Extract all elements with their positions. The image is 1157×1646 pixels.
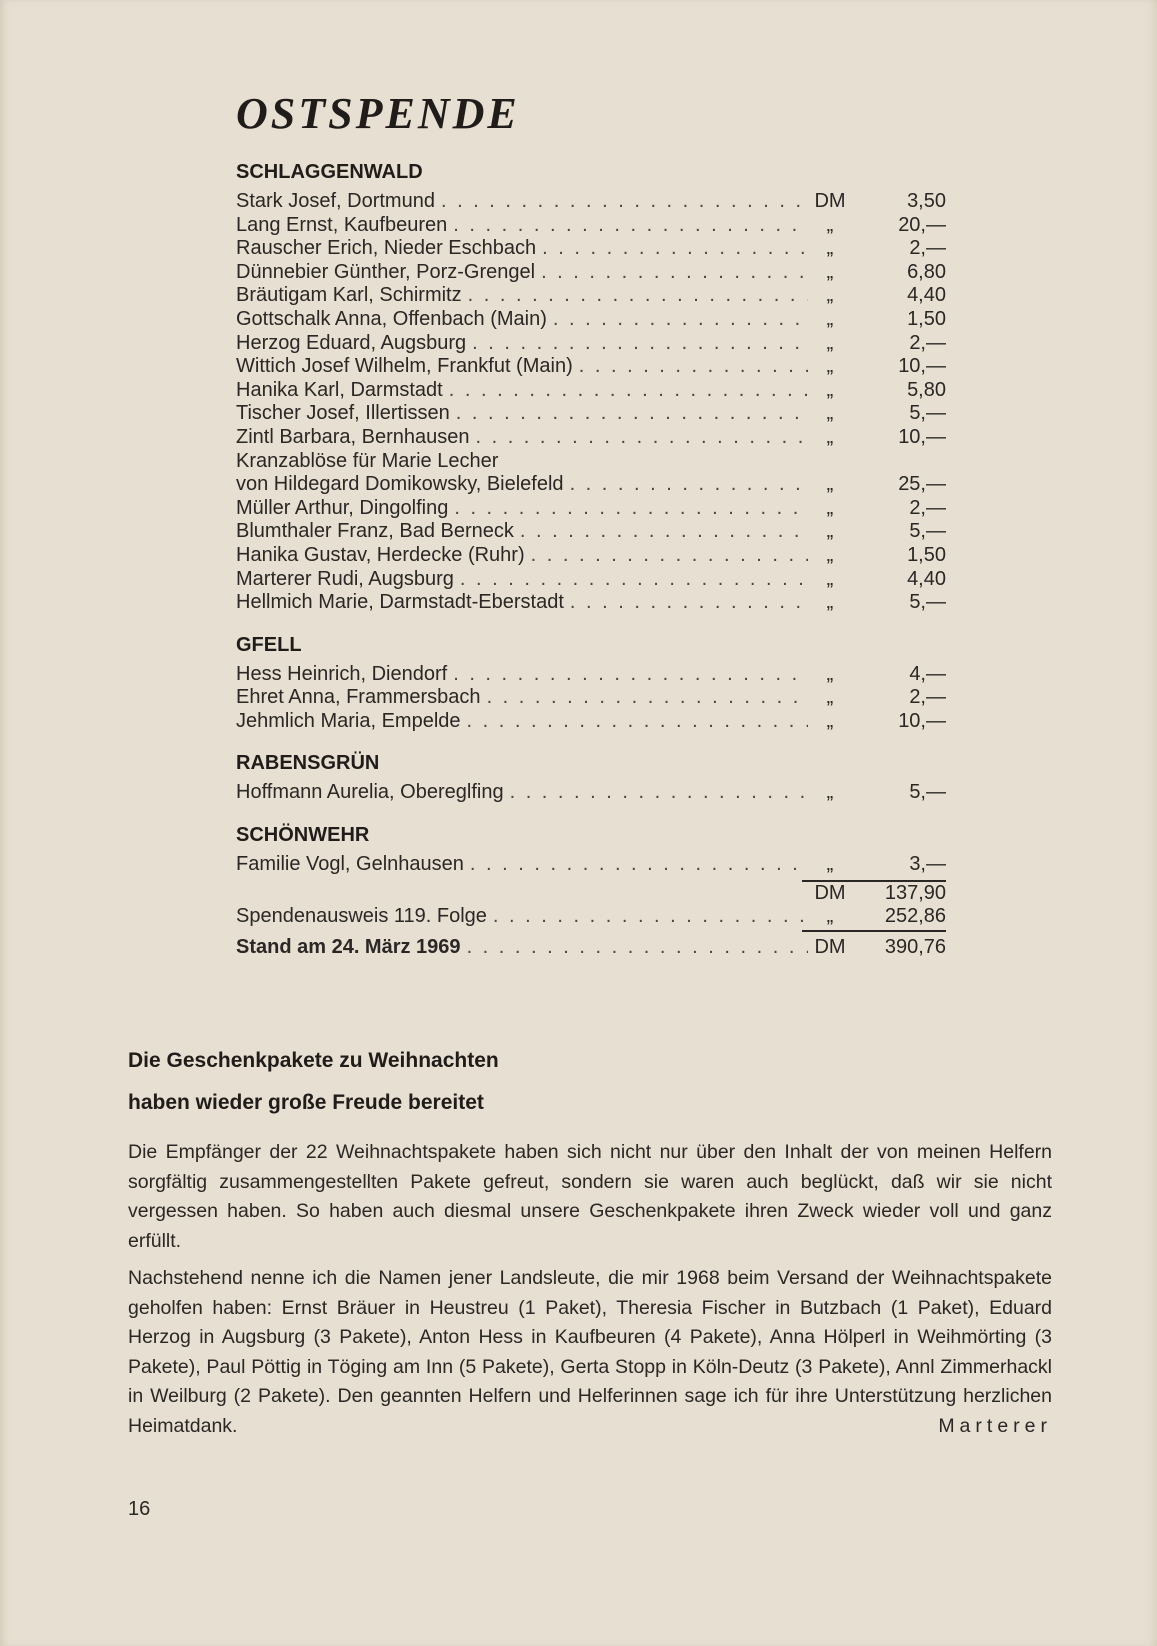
donation-row [236, 261, 946, 285]
donor-name: Bräutigam Karl, Schirmitz [236, 284, 462, 307]
donation-currency: „ [826, 709, 834, 732]
article-paragraph-2-text: Nachstehend nenne ich die Namen jener Landsleute, die mir 1968 beim Versand der Weihnachtspakete geholfen haben: Ernst Bräuer in Heustreu (1 Paket), Theresia Fischer in Butzbach (1 Paket), Eduard Herzog in Augsburg (3 Pakete), Anton Hess in Kaufbeuren (4 Pakete), Anna Hölperl in Weihmörting (3 Pakete), Paul Pöttig in Töging am Inn (5 Pakete), Gerta Stopp in Köln-Deutz (3 Pakete), Annl Zimmerhackl in Weilburg (2 Pakete). Den geannten Helfern und Helferinnen sage ich für ihre Unterstützung herzlichen Heimatdank. [128, 1267, 1052, 1437]
donation-currency: „ [826, 853, 834, 876]
donation-row [236, 591, 946, 615]
previous-total-label: Spendenausweis 119. Folge [236, 905, 487, 928]
leader-dots [461, 710, 808, 734]
section-heading: GFELL [236, 633, 302, 656]
donation-amount: 20,— [898, 213, 946, 236]
donor-name: Zintl Barbara, Bernhausen [236, 425, 470, 448]
donation-amount: 4,— [909, 662, 946, 685]
subtotal-amount: 137,90 [884, 881, 946, 904]
leader-dots [487, 905, 808, 929]
leader-dots [514, 520, 808, 544]
page-number: 16 [128, 1498, 151, 1520]
leader-dots [454, 568, 808, 592]
donor-name: Marterer Rudi, Augsburg [236, 567, 454, 590]
donation-amount: 10,— [898, 709, 946, 732]
donation-row [236, 190, 946, 214]
grand-total-rule [802, 930, 946, 932]
donation-row [236, 426, 946, 450]
leader-dots [448, 497, 808, 521]
donation-row [236, 568, 946, 592]
donation-amount: 4,40 [907, 284, 946, 307]
leader-dots [564, 591, 808, 615]
donor-name: Lang Ernst, Kaufbeuren [236, 213, 448, 236]
donation-row [236, 402, 946, 426]
donation-currency: „ [826, 496, 834, 519]
leader-dots [547, 308, 808, 332]
donation-amount: 3,50 [907, 190, 946, 212]
grand-total-row [236, 936, 946, 960]
leader-dots [481, 686, 808, 710]
donor-name: Familie Vogl, Gelnhausen [236, 853, 464, 876]
donation-amount: 2,— [909, 331, 946, 354]
grand-total-amount: 390,76 [884, 935, 946, 958]
leader-dots [464, 853, 808, 877]
grand-total-label: Stand am 24. März 1969 [236, 935, 461, 958]
donation-row [236, 237, 946, 261]
article [128, 1040, 1052, 1441]
section-heading: SCHÖNWEHR [236, 824, 370, 847]
leader-dots [525, 544, 808, 568]
leader-dots [443, 379, 808, 403]
donor-name: Hanika Gustav, Herdecke (Ruhr) [236, 543, 525, 566]
leader-dots [469, 426, 808, 450]
donation-currency: „ [826, 402, 834, 425]
donation-amount: 5,— [909, 520, 946, 543]
donation-row [236, 710, 946, 734]
donation-currency: „ [826, 473, 834, 496]
leader-dots [450, 402, 808, 426]
previous-total-row [236, 905, 946, 929]
donation-currency: „ [826, 520, 834, 543]
donation-currency: „ [826, 284, 834, 307]
donor-name: Jehmlich Maria, Empelde [236, 709, 461, 732]
donation-row [236, 473, 946, 497]
donation-currency: „ [826, 237, 834, 260]
section-heading: SCHLAGGENWALD [236, 161, 423, 183]
grand-total-currency: DM [814, 935, 846, 958]
donation-sections [236, 160, 946, 877]
donation-amount: 2,— [909, 237, 946, 260]
donor-name: Hellmich Marie, Darmstadt-Eberstadt [236, 591, 564, 614]
donation-currency: „ [826, 686, 834, 709]
leader-dots [573, 355, 808, 379]
donation-row [236, 332, 946, 356]
donor-name: Gottschalk Anna, Offenbach (Main) [236, 307, 547, 330]
donation-amount: 3,— [909, 853, 946, 876]
donation-row [236, 379, 946, 403]
donation-row [236, 686, 946, 710]
donation-currency: „ [826, 307, 834, 330]
donation-amount: 5,— [909, 402, 946, 425]
donation-list [236, 160, 946, 959]
article-paragraph-1: Die Empfänger der 22 Weihnachtspakete haben sich nicht nur über den Inhalt der von meinen Helfern sorgfältig zusammengestellten Pakete gefreut, sondern sie waren auch beglückt, daß wir sie nicht vergessen haben. So haben auch diesmal unsere Geschenkpakete ihren Zweck wieder voll und ganz erfüllt. [128, 1141, 1052, 1252]
donor-name: Stark Josef, Dortmund [236, 190, 435, 212]
donation-amount: 5,— [909, 591, 946, 614]
donor-name: Herzog Eduard, Augsburg [236, 331, 467, 354]
donation-currency: „ [826, 781, 834, 804]
donation-row [236, 544, 946, 568]
article-title-line-2: haben wieder große Freude bereitet [128, 1091, 484, 1114]
donation-row [236, 663, 946, 687]
previous-total-currency: „ [826, 905, 834, 928]
donor-name: Rauscher Erich, Nieder Eschbach [236, 237, 537, 260]
section-heading: RABENSGRÜN [236, 752, 380, 775]
donor-name: Ehret Anna, Frammersbach [236, 686, 481, 709]
previous-total-amount: 252,86 [884, 905, 946, 928]
donation-currency: „ [826, 378, 834, 401]
donation-currency: „ [826, 425, 834, 448]
donation-amount: 2,— [909, 686, 946, 709]
donor-name: Hess Heinrich, Diendorf [236, 662, 448, 685]
donor-name: Hanika Karl, Darmstadt [236, 378, 443, 401]
donation-currency: „ [826, 567, 834, 590]
donation-amount: 1,50 [907, 543, 946, 566]
donation-row [236, 781, 946, 805]
leader-dots [447, 214, 808, 238]
donation-row [236, 853, 946, 877]
section-gap [236, 733, 946, 751]
donation-currency: „ [826, 355, 834, 378]
section-gap [236, 805, 946, 823]
leader-dots [504, 781, 808, 805]
donor-name: von Hildegard Domikowsky, Bielefeld [236, 473, 564, 496]
donor-name: Wittich Josef Wilhelm, Frankfut (Main) [236, 355, 573, 378]
donation-amount: 25,— [898, 473, 946, 496]
page-title: OSTSPENDE [236, 89, 520, 138]
donation-row [236, 355, 946, 379]
donation-row [236, 450, 946, 474]
leader-dots [462, 284, 808, 308]
donation-row [236, 308, 946, 332]
donation-row [236, 214, 946, 238]
subtotal-currency: DM [814, 881, 846, 904]
donation-currency: „ [826, 591, 834, 614]
donation-amount: 2,— [909, 496, 946, 519]
donation-amount: 4,40 [907, 567, 946, 590]
donor-name: Tischer Josef, Illertissen [236, 402, 450, 425]
donation-row [236, 497, 946, 521]
leader-dots [466, 332, 808, 356]
donor-name: Müller Arthur, Dingolfing [236, 496, 449, 519]
leader-dots [435, 190, 808, 214]
donation-currency: „ [826, 543, 834, 566]
donor-name: Dünnebier Günther, Porz-Grengel [236, 260, 536, 283]
leader-dots [536, 237, 808, 261]
leader-dots [564, 473, 808, 497]
article-paragraph-2 [128, 1264, 1052, 1441]
leader-dots [447, 663, 808, 687]
leader-dots [535, 261, 808, 285]
subtotal-row [236, 882, 946, 906]
donation-amount: 5,80 [907, 378, 946, 401]
article-title-line-1: Die Geschenkpakete zu Weihnachten [128, 1049, 499, 1072]
donation-row [236, 520, 946, 544]
donation-amount: 6,80 [907, 260, 946, 283]
donation-row [236, 284, 946, 308]
donation-currency: „ [826, 213, 834, 236]
section-gap [236, 615, 946, 633]
donor-name: Blumthaler Franz, Bad Berneck [236, 520, 514, 543]
donation-amount: 10,— [898, 355, 946, 378]
leader-dots [461, 936, 808, 960]
donor-name: Hoffmann Aurelia, Obereglfing [236, 781, 504, 804]
donation-currency: „ [826, 662, 834, 685]
article-signature: Marterer [938, 1414, 1052, 1437]
donation-currency: „ [826, 260, 834, 283]
donation-currency: DM [814, 190, 846, 212]
donor-name: Kranzablöse für Marie Lecher [236, 449, 499, 472]
donation-currency: „ [826, 331, 834, 354]
donation-amount: 10,— [898, 425, 946, 448]
donation-amount: 1,50 [907, 307, 946, 330]
donation-amount: 5,— [909, 781, 946, 804]
